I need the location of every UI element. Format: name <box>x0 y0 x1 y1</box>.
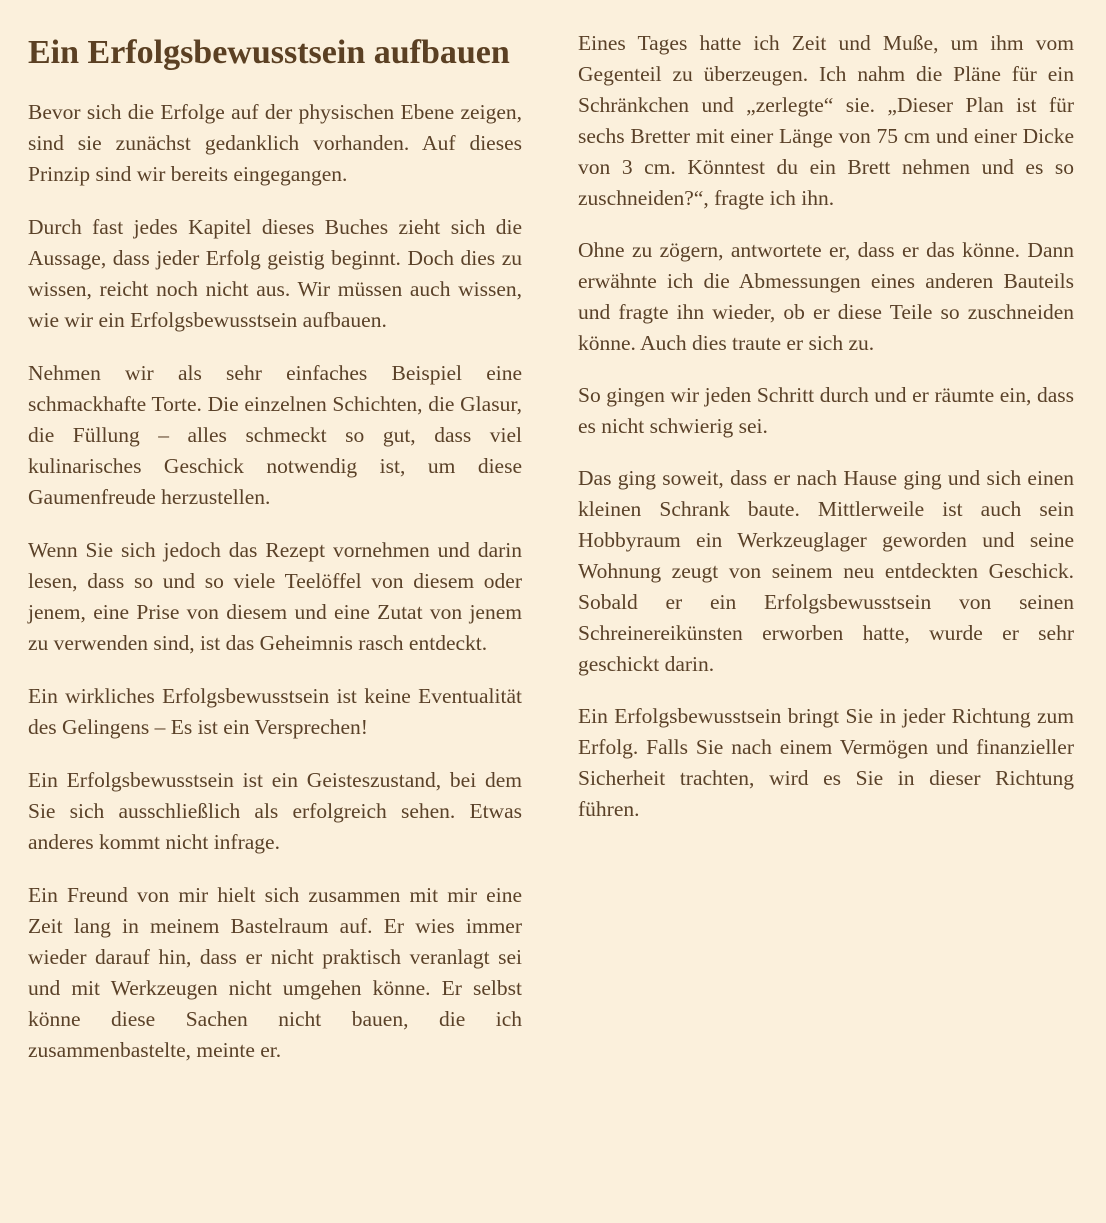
article-title: Ein Erfolgsbewusstsein aufbauen <box>28 34 510 71</box>
paragraph: Ein wirkliches Erfolgsbewusstsein ist keine Eventualität des Gelingens – Es ist ein Versprechen! <box>28 684 522 739</box>
paragraph: Ein Freund von mir hielt sich zusammen mit mir eine Zeit lang in meinem Bastelraum auf. Er wies immer wieder darauf hin, dass er nicht praktisch veranlagt sei und mit Werkzeugen nicht umgehen könne. Er selbst könne diese Sachen nicht bauen, die ich zusammenbastelte, meinte er. <box>28 883 522 1062</box>
paragraph: Ohne zu zögern, antwortete er, dass er das könne. Dann erwähnte ich die Abmessungen eines anderen Bauteils und fragte ihn wieder, ob er diese Teile so zuschneiden könne. Auch dies traute er sich zu. <box>578 238 1074 355</box>
right-column <box>578 0 1074 825</box>
left-column <box>28 0 522 1066</box>
paragraph: Ein Erfolgsbewusstsein bringt Sie in jeder Richtung zum Erfolg. Falls Sie nach einem Vermögen und finanzieller Sicherheit trachten, wird es Sie in dieser Richtung führen. <box>578 704 1074 821</box>
paragraph: Nehmen wir als sehr einfaches Beispiel eine schmackhafte Torte. Die einzelnen Schichten, die Glasur, die Füllung – alles schmeckt so gut, dass viel kulinarisches Geschick notwendig ist, um diese Gaumenfreude herzustellen. <box>28 361 522 509</box>
paragraph: Ein Erfolgsbewusstsein ist ein Geisteszustand, bei dem Sie sich ausschließlich als erfolgreich sehen. Etwas anderes kommt nicht infrage. <box>28 768 522 854</box>
paragraph: So gingen wir jeden Schritt durch und er räumte ein, dass es nicht schwierig sei. <box>578 383 1074 438</box>
paragraph: Durch fast jedes Kapitel dieses Buches zieht sich die Aussage, dass jeder Erfolg geistig beginnt. Doch dies zu wissen, reicht noch nicht aus. Wir müssen auch wissen, wie wir ein Erfolgsbewusstsein aufbauen. <box>28 215 522 332</box>
paragraph: Das ging soweit, dass er nach Hause ging und sich einen kleinen Schrank baute. Mittlerweile ist auch sein Hobbyraum ein Werkzeuglager geworden und seine Wohnung zeugt von seinem neu entdeckten Geschick. Sobald er ein Erfolgsbewusstsein von seinen Schreinereikünsten erworben hatte, wurde er sehr geschickt darin. <box>578 466 1074 676</box>
paragraph: Eines Tages hatte ich Zeit und Muße, um ihm vom Gegenteil zu überzeugen. Ich nahm die Pläne für ein Schränkchen und „zerlegte“ sie. „Dieser Plan ist für sechs Bretter mit einer Länge von 75 cm und einer Dicke von 3 cm. Könntest du ein Brett nehmen und es so zuschneiden?“, fragte ich ihn. <box>578 31 1074 210</box>
paragraph: Wenn Sie sich jedoch das Rezept vornehmen und darin lesen, dass so und so viele Teelöffel von diesem oder jenem, eine Prise von diesem und eine Zutat von jenem zu verwenden sind, ist das Geheimnis rasch entdeckt. <box>28 538 522 655</box>
paragraph: Bevor sich die Erfolge auf der physischen Ebene zeigen, sind sie zunächst gedanklich vorhanden. Auf dieses Prinzip sind wir bereits eingegangen. <box>28 100 522 186</box>
